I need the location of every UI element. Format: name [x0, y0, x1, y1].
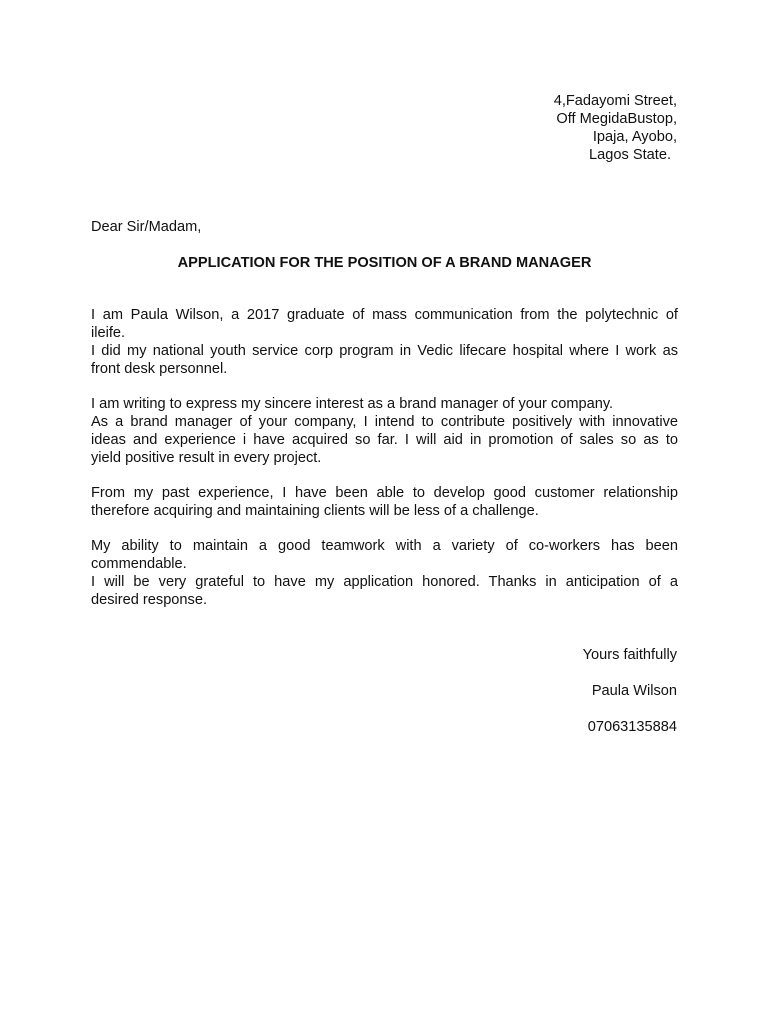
- paragraph-line: front desk personnel.: [91, 361, 228, 377]
- paragraph-line: As a brand manager of your company, I intend to contribute positively with innovative: [91, 414, 678, 430]
- address-line-landmark: Off MegidaBustop,: [556, 111, 677, 127]
- paragraph-interest: [91, 395, 678, 467]
- phone-number: 07063135884: [587, 719, 677, 735]
- letter-body: [91, 306, 678, 626]
- address-line-street: 4,Fadayomi Street,: [553, 93, 677, 109]
- paragraph-experience: [91, 484, 678, 520]
- address-line-state: Lagos State.: [589, 147, 671, 163]
- sender-address: [554, 92, 677, 164]
- paragraph-line: ileife.: [91, 325, 126, 341]
- address-line-area: Ipaja, Ayobo,: [592, 129, 677, 145]
- paragraph-line: I am Paula Wilson, a 2017 graduate of mass communication from the polytechnic of: [91, 307, 678, 323]
- salutation: Dear Sir/Madam,: [91, 219, 202, 235]
- paragraph-line: I will be very grateful to have my application honored. Thanks in anticipation of a: [91, 574, 678, 590]
- paragraph-line: I did my national youth service corp program in Vedic lifecare hospital where I work as: [91, 343, 678, 359]
- paragraph-introduction: [91, 306, 678, 378]
- paragraph-line: yield positive result in every project.: [91, 450, 322, 466]
- subject-heading: APPLICATION FOR THE POSITION OF A BRAND MANAGER: [177, 255, 592, 271]
- paragraph-line: ideas and experience i have acquired so far. I will aid in promotion of sales so as to: [91, 432, 678, 448]
- paragraph-line: commendable.: [91, 556, 187, 572]
- paragraph-line: My ability to maintain a good teamwork with a variety of co-workers has been: [91, 538, 678, 554]
- signer-name: Paula Wilson: [591, 683, 677, 699]
- paragraph-teamwork: [91, 537, 678, 609]
- paragraph-line: desired response.: [91, 592, 208, 608]
- valediction: Yours faithfully: [582, 647, 677, 663]
- paragraph-line: I am writing to express my sincere interest as a brand manager of your company.: [91, 396, 614, 412]
- paragraph-line: therefore acquiring and maintaining clients will be less of a challenge.: [91, 503, 539, 519]
- paragraph-line: From my past experience, I have been able to develop good customer relationship: [91, 485, 678, 501]
- letter-closing: [583, 646, 677, 754]
